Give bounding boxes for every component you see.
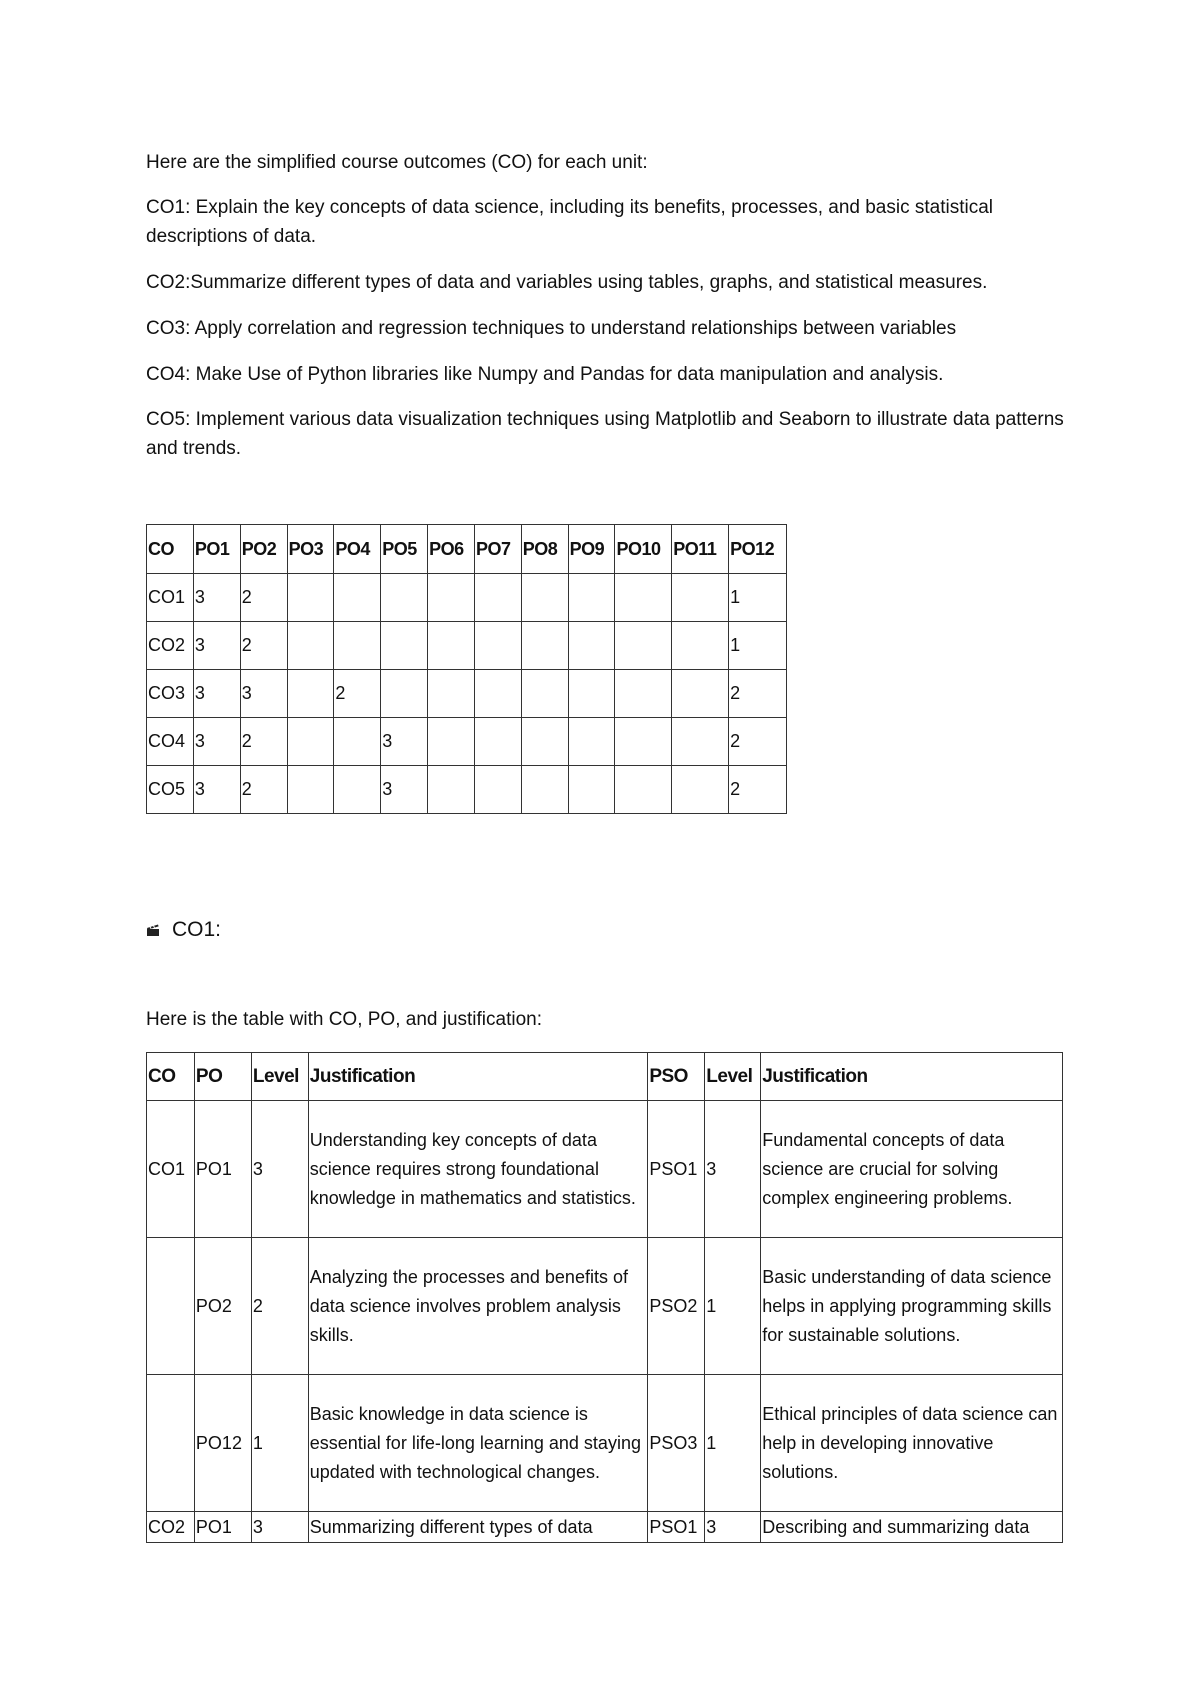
course-outcome-2: CO2:Summarize different types of data and variables using tables, graphs, and statistical measures. [146, 272, 988, 293]
matrix-header-cell: PO10 [615, 525, 672, 574]
matrix-row-co5 [147, 766, 787, 814]
matrix-row-co4 [147, 718, 787, 766]
matrix-cell: 3 [193, 718, 240, 766]
matrix-cell [615, 718, 672, 766]
matrix-cell: 3 [193, 622, 240, 670]
justification-cell: Basic understanding of data science helps in applying programming skills for sustainable solutions. [761, 1238, 1063, 1375]
justification-cell: 1 [705, 1375, 761, 1512]
matrix-cell: 2 [240, 718, 287, 766]
justification-cell: PO12 [194, 1375, 251, 1512]
matrix-cell [672, 718, 729, 766]
matrix-cell: 2 [729, 766, 787, 814]
matrix-cell [428, 670, 475, 718]
matrix-cell [615, 574, 672, 622]
justification-cell: Basic knowledge in data science is essential for life-long learning and staying updated with technological changes. [308, 1375, 648, 1512]
matrix-cell [521, 670, 568, 718]
matrix-header-cell: PO4 [334, 525, 381, 574]
matrix-cell: 3 [381, 718, 428, 766]
matrix-cell [428, 718, 475, 766]
matrix-header-cell: CO [147, 525, 194, 574]
justification-header-row [147, 1053, 1063, 1101]
justification-cell: Analyzing the processes and benefits of data science involves problem analysis skills. [308, 1238, 648, 1375]
matrix-header-cell: PO3 [287, 525, 334, 574]
matrix-cell: 1 [729, 574, 787, 622]
justification-cell: 3 [251, 1512, 308, 1543]
matrix-cell [428, 574, 475, 622]
justification-cell: PSO2 [648, 1238, 705, 1375]
matrix-cell: 2 [729, 718, 787, 766]
matrix-cell: CO5 [147, 766, 194, 814]
justification-cell: CO2 [147, 1512, 195, 1543]
matrix-row-co1 [147, 574, 787, 622]
matrix-header-cell: PO8 [521, 525, 568, 574]
matrix-cell [672, 574, 729, 622]
matrix-cell [428, 766, 475, 814]
matrix-header-cell: PO11 [672, 525, 729, 574]
matrix-cell [521, 718, 568, 766]
justification-cell: 3 [705, 1512, 761, 1543]
matrix-cell: 2 [240, 766, 287, 814]
justification-cell: Ethical principles of data science can help in developing innovative solutions. [761, 1375, 1063, 1512]
matrix-cell [474, 574, 521, 622]
justification-header-cell: PSO [648, 1053, 705, 1101]
matrix-cell [521, 574, 568, 622]
matrix-cell [381, 670, 428, 718]
co-po-justification-table [146, 1052, 1063, 1543]
justification-cell: PSO1 [648, 1101, 705, 1238]
matrix-cell: 2 [240, 574, 287, 622]
matrix-cell [568, 574, 615, 622]
matrix-cell [568, 718, 615, 766]
clapperboard-icon [146, 924, 160, 937]
matrix-cell [474, 670, 521, 718]
matrix-cell [521, 622, 568, 670]
matrix-cell: CO2 [147, 622, 194, 670]
justification-cell: 1 [251, 1375, 308, 1512]
matrix-header-cell: PO6 [428, 525, 475, 574]
course-outcome-4: CO4: Make Use of Python libraries like Numpy and Pandas for data manipulation and analysis. [146, 364, 944, 385]
matrix-cell [474, 622, 521, 670]
matrix-header-cell: PO5 [381, 525, 428, 574]
justification-cell: PO2 [194, 1238, 251, 1375]
matrix-cell [334, 622, 381, 670]
table-intro-text: Here is the table with CO, PO, and justification: [146, 1009, 543, 1030]
justification-cell: 3 [705, 1101, 761, 1238]
matrix-cell [672, 766, 729, 814]
justification-cell: Understanding key concepts of data science requires strong foundational knowledge in mathematics and statistics. [308, 1101, 648, 1238]
matrix-cell: CO1 [147, 574, 194, 622]
matrix-cell [287, 670, 334, 718]
matrix-cell [287, 622, 334, 670]
matrix-header-cell: PO9 [568, 525, 615, 574]
course-outcome-1: CO1: Explain the key concepts of data science, including its benefits, processes, and basic statistical descriptions of data. [146, 197, 994, 247]
matrix-cell: 2 [729, 670, 787, 718]
matrix-cell [334, 766, 381, 814]
matrix-cell [381, 574, 428, 622]
section-heading [146, 915, 221, 945]
matrix-cell [672, 622, 729, 670]
matrix-cell: 1 [729, 622, 787, 670]
matrix-cell: 2 [334, 670, 381, 718]
matrix-cell [615, 766, 672, 814]
justification-cell: 3 [251, 1101, 308, 1238]
matrix-cell [474, 766, 521, 814]
justification-cell [147, 1375, 195, 1512]
matrix-row-co3 [147, 670, 787, 718]
justification-row [147, 1375, 1063, 1512]
matrix-cell: CO4 [147, 718, 194, 766]
matrix-header-cell: PO2 [240, 525, 287, 574]
matrix-header-cell: PO1 [193, 525, 240, 574]
matrix-header-row [147, 525, 787, 574]
matrix-cell [381, 622, 428, 670]
justification-cell: 2 [251, 1238, 308, 1375]
justification-cell: PO1 [194, 1101, 251, 1238]
matrix-cell [521, 766, 568, 814]
matrix-cell [334, 718, 381, 766]
justification-cell: PSO1 [648, 1512, 705, 1543]
justification-row [147, 1512, 1063, 1543]
matrix-header-cell: PO12 [729, 525, 787, 574]
matrix-cell [428, 622, 475, 670]
matrix-cell: 2 [240, 622, 287, 670]
course-outcome-3: CO3: Apply correlation and regression techniques to understand relationships between variables [146, 318, 957, 339]
justification-cell [147, 1238, 195, 1375]
matrix-cell [287, 766, 334, 814]
intro-text: Here are the simplified course outcomes (CO) for each unit: [146, 152, 648, 173]
justification-cell: Describing and summarizing data [761, 1512, 1063, 1543]
matrix-cell: 3 [193, 574, 240, 622]
matrix-cell [615, 622, 672, 670]
justification-cell: 1 [705, 1238, 761, 1375]
matrix-cell [334, 574, 381, 622]
matrix-cell [568, 670, 615, 718]
matrix-cell [568, 622, 615, 670]
matrix-cell [568, 766, 615, 814]
matrix-cell: 3 [193, 670, 240, 718]
matrix-cell: 3 [193, 766, 240, 814]
matrix-cell: 3 [381, 766, 428, 814]
co-po-matrix-table [146, 524, 787, 814]
justification-header-cell: CO [147, 1053, 195, 1101]
matrix-cell [287, 718, 334, 766]
course-outcome-5: CO5: Implement various data visualization techniques using Matplotlib and Seaborn to illustrate data patterns and trends. [146, 409, 1064, 459]
justification-header-cell: Justification [761, 1053, 1063, 1101]
justification-cell: CO1 [147, 1101, 195, 1238]
section-heading-text: CO1: [172, 918, 222, 941]
matrix-row-co2 [147, 622, 787, 670]
justification-cell: PO1 [194, 1512, 251, 1543]
justification-cell: Fundamental concepts of data science are crucial for solving complex engineering problems. [761, 1101, 1063, 1238]
justification-cell: Summarizing different types of data [308, 1512, 648, 1543]
matrix-cell [474, 718, 521, 766]
justification-header-cell: Level [705, 1053, 761, 1101]
matrix-cell [672, 670, 729, 718]
matrix-cell: CO3 [147, 670, 194, 718]
matrix-cell [287, 574, 334, 622]
justification-header-cell: Level [251, 1053, 308, 1101]
justification-row [147, 1101, 1063, 1238]
matrix-cell: 3 [240, 670, 287, 718]
justification-header-cell: PO [194, 1053, 251, 1101]
matrix-cell [615, 670, 672, 718]
justification-header-cell: Justification [308, 1053, 648, 1101]
matrix-header-cell: PO7 [474, 525, 521, 574]
justification-cell: PSO3 [648, 1375, 705, 1512]
justification-row [147, 1238, 1063, 1375]
